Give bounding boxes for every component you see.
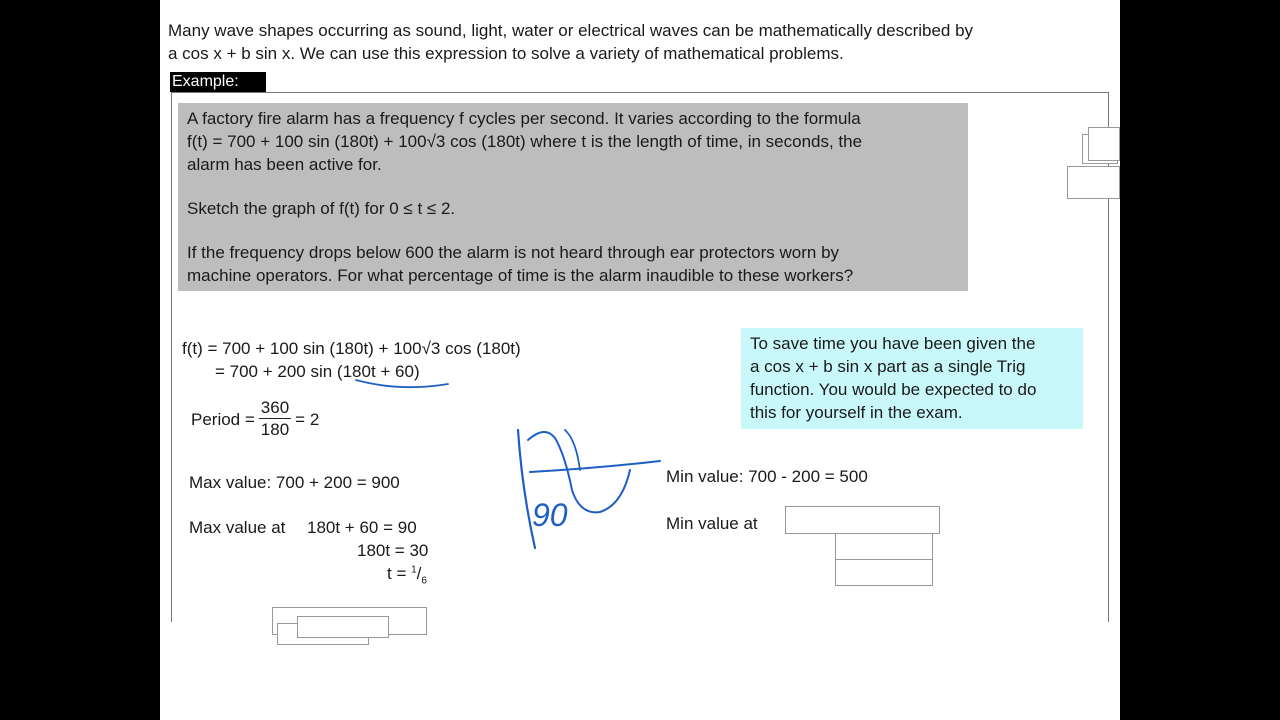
problem-line-3: alarm has been active for. xyxy=(187,155,382,174)
side-box-3[interactable] xyxy=(1067,166,1120,199)
max-at-equation-2: 180t = 30 xyxy=(357,541,429,560)
problem-line-2: f(t) = 700 + 100 sin (180t) + 100√3 cos (180t) where t is the length of time, in seconds, the xyxy=(187,132,863,151)
hint-note xyxy=(741,328,1083,429)
note-line-4: this for yourself in the exam. xyxy=(750,403,963,422)
min-at-answer-box-3[interactable] xyxy=(835,559,933,586)
min-at-label: Min value at xyxy=(666,514,758,533)
equation-line-1: f(t) = 700 + 100 sin (180t) + 100√3 cos (180t) xyxy=(182,339,521,358)
example-label: Example: xyxy=(170,72,266,92)
equation-line-2: = 700 + 200 sin (180t + 60) xyxy=(215,362,420,381)
intro-line-1: Many wave shapes occurring as sound, light, water or electrical waves can be mathematically described by xyxy=(168,21,974,40)
problem-line-1: A factory fire alarm has a frequency f cycles per second. It varies according to the formula xyxy=(187,109,861,128)
period-fraction xyxy=(259,398,291,441)
max-at-equation-3: $t = ^1/_6$ xyxy=(387,564,427,587)
min-at-answer-box-2[interactable] xyxy=(835,533,933,560)
period-calculation xyxy=(191,398,319,441)
max-at-t-prefix: t = xyxy=(387,564,412,583)
min-value-line: Min value: 700 - 200 = 500 xyxy=(666,467,868,486)
problem-question-line-1: If the frequency drops below 600 the alarm is not heard through ear protectors worn by xyxy=(187,243,840,262)
max-at-equation-1: 180t + 60 = 90 xyxy=(307,518,417,537)
problem-sketch-task: Sketch the graph of f(t) for 0 ≤ t ≤ 2. xyxy=(187,199,456,218)
problem-question-line-2: machine operators. For what percentage of time is the alarm inaudible to these workers? xyxy=(187,266,854,285)
ink-ninety-label: 90 xyxy=(532,497,568,533)
max-at-label: Max value at xyxy=(189,518,286,537)
problem-statement-box xyxy=(178,103,968,291)
intro-line-2: a cos x + b sin x. We can use this expression to solve a variety of mathematical problems. xyxy=(168,44,844,63)
min-at-answer-box[interactable] xyxy=(785,506,940,534)
period-result: = 2 xyxy=(295,410,320,429)
document-page xyxy=(160,0,1120,720)
intro-text xyxy=(168,19,1108,65)
period-denominator: 180 xyxy=(260,420,290,439)
answer-box-3[interactable] xyxy=(297,616,389,638)
note-line-1: To save time you have been given the xyxy=(750,334,1036,353)
period-label: Period = xyxy=(191,410,255,429)
side-box-2[interactable] xyxy=(1088,127,1120,161)
max-at-t-numerator: 1 xyxy=(411,564,417,576)
note-line-2: a cos x + b sin x part as a single Trig xyxy=(750,357,1026,376)
period-numerator: 360 xyxy=(260,398,290,417)
max-value-line: Max value: 700 + 200 = 900 xyxy=(189,473,400,492)
note-line-3: function. You would be expected to do xyxy=(750,380,1037,399)
max-at-t-denominator: 6 xyxy=(421,575,427,587)
